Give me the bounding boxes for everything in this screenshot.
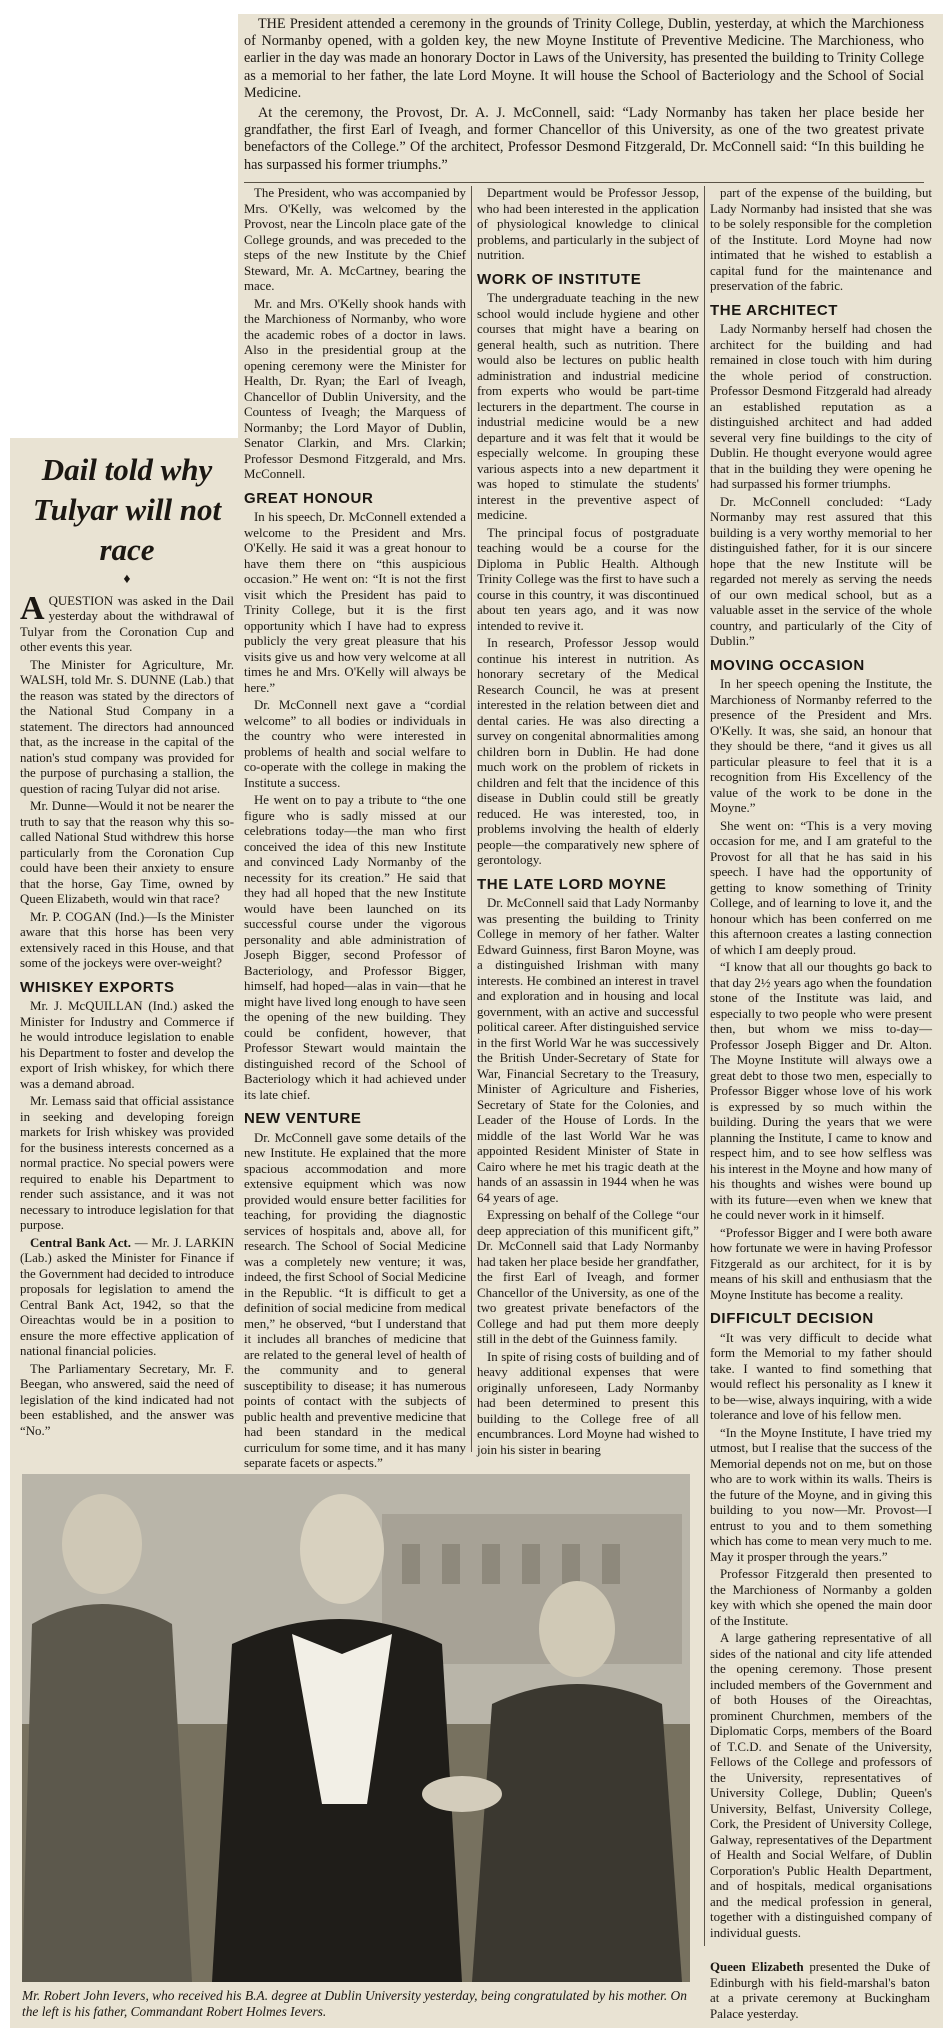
article-paragraph: Mr. J. McQUILLAN (Ind.) asked the Minister for Industry and Commerce if he would introduce legislation to enable his Department to foster and develop the export of Irish whiskey, for which there was a demand abroad. bbox=[20, 999, 234, 1091]
article-paragraph: The principal focus of postgraduate teaching would be a course for the Diploma in Public Health. Although Trinity College was the first to have such a course in this country, it was discontinued about ten years ago, and it was now intended to revive it. bbox=[477, 525, 699, 633]
article-paragraph: Dr. McConnell gave some details of the new Institute. He explained that the more spacious accommodation and more extensive equipment which was now provided would ensure better facilities for teaching, for providing the diagnostic services of hospitals and, above all, for research. The School of Social Medicine was a completely new venture; it was, indeed, the first School of Social Medicine in the Republic. “It is difficult to get a definition of social medicine from medical men,” he observed, “but I understand that it includes all branches of medicine that are related to the general level of health of the community and to general susceptibility to disease; it has numerous points of contact with the subjects of public health and preventive medicine that had been standard in the medical curriculum for some time, and it has many separate facets or aspects.” bbox=[244, 1130, 466, 1470]
subheading-new-venture: NEW VENTURE bbox=[244, 1110, 362, 1127]
article-paragraph: He went on to pay a tribute to “the one figure who is sadly missed at our celebrations today—the man who first conceived the idea of this new Institute and convinced Lady Normanby of the necessity for its creation.” He said that they had all hoped that the new Institute would have been launched on its successful course under the vigorous personality and able administration of Joseph Bigger, second Professor of Bacteriology, and Professor Bigger, himself, had hoped—alas in vain—that he might have lived long enough to have seen the opening of the new building. They could be confident, however, that Professor Stewart would maintain the distinguished record of the School of Bacteriology which it had achieved under its late chief. bbox=[244, 793, 466, 1102]
article-paragraph: In spite of rising costs of building and of heavy additional expenses that were originally unforeseen, Lady Normanby had been determined to present this building to the College free of all encumbrances. Lord Moyne had wished to join his sister in bearing bbox=[477, 1349, 699, 1457]
article-paragraph: Expressing on behalf of the College “our deep appreciation of this munificent gift,” Dr. McConnell said that Lady Normanby had taken her place beside her grandfather, the first Earl of Iveagh, and former Chancellor of the University, as one of the two greatest private benefactors of the College and had put them more deeply still in the debt of the Guinness family. bbox=[477, 1208, 699, 1346]
article-paragraph: Dr. McConnell next gave a “cordial welcome” to all bodies or individuals in the country who were interested in problems of health and social welfare to co-operate with the college in making the Institute a success. bbox=[244, 698, 466, 790]
article-paragraph: — Mr. J. LARKIN (Lab.) asked the Minister for Finance if the Government had decided to introduce proposals for legislation to amend the Central Bank Act, 1942, so that the Oireachtas would be in a position to ensure the more effective application of national financial policies. bbox=[20, 1235, 235, 1358]
photo-caption: Mr. Robert John Ievers, who received his B.A. degree at Dublin University yesterday, being congratulated by his mother. On the left is his father, Commandant Robert Holmes Ievers. bbox=[22, 1988, 687, 2019]
top-story-intro bbox=[244, 16, 924, 184]
article-paragraph: QUESTION was asked in the Dail yesterday about the withdrawal of Tulyar from the Coronation Cup and other events this year. bbox=[20, 593, 234, 654]
article-paragraph: Mr. and Mrs. O'Kelly shook hands with the Marchioness of Normanby, who wore the academic robes of a doctor in laws. Also in the presidential group at the opening ceremony were the Minister for Health, Dr. Ryan; the Earl of Iveagh, Chancellor of Dublin University, and the Countess of Iveagh; the Marquess of Normanby; the Lord Mayor of Dublin, Senator Clarkin, and Mrs. Clarkin; Professor Desmond Fitzgerald, and Mrs. McConnell. bbox=[244, 296, 466, 481]
article-paragraph: Dr. McConnell said that Lady Normanby was presenting the building to Trinity College in memory of her father. Walter Edward Guinness, first Baron Moyne, was a distinguished Irishman with many interests. He combined an interest in travel and exploration and in housing and local government, with an active and successful political career. After distinguished service in the first World War he was successively the British Under-Secretary of State for War, Financial Secretary to the Treasury, Minister of Agriculture and Fisheries, Secretary of State for the Colonies, and Leader of the House of Lords. In the middle of the last World War he was appointed Resident Minister of State in Cairo where he met his tragic death at the hands of an assassin in 1944 when he was 64 years of age. bbox=[477, 896, 699, 1205]
central-bank-lead: Central Bank Act. bbox=[30, 1235, 131, 1250]
article-column-2 bbox=[477, 186, 699, 1457]
article-column-3 bbox=[710, 186, 932, 1956]
column-rule bbox=[704, 186, 705, 1946]
queen-elizabeth-brief bbox=[710, 1960, 930, 2022]
article-paragraph: The President, who was accompanied by Mrs. O'Kelly, was welcomed by the Provost, near the Lincoln place gate of the College grounds, and was preceded to the steps of the new Institute by the Chief Steward, Mr. A. McCartney, bearing the mace. bbox=[244, 186, 466, 293]
subheading-difficult-decision: DIFFICULT DECISION bbox=[710, 1310, 874, 1327]
article-paragraph: The Parliamentary Secretary, Mr. F. Beegan, who answered, said the need of legislation of the kind indicated had not been established, and the answer was “No.” bbox=[20, 1361, 234, 1438]
article-paragraph: In her speech opening the Institute, the Marchioness of Normanby referred to the presence of the President and Mrs. O'Kelly. It was, she said, an honour that they should be there, “and it gives us all particular pleasure to feel that it is a recognition from His Excellency of the value of the work to be done in the Moyne.” bbox=[710, 677, 932, 815]
article-paragraph: The undergraduate teaching in the new school would include hygiene and other courses that might have a bearing on general health, such as nutrition. There would also be lectures on public health administration and industrial medicine from experts who would be part-time lecturers in the department. The course in industrial medicine would be a new departure and it was felt that it would be especially welcome. In grouping these various aspects into a new department it was hoped to stimulate the students' interest in the preventive aspect of medicine. bbox=[477, 291, 699, 522]
article-paragraph: part of the expense of the building, but Lady Normanby had insisted that she was to be solely responsible for the completion of the Institute. Lord Moyne had now intimated that he wished to establish a capital fund for the maintenance and preservation of the fabric. bbox=[710, 186, 932, 293]
article-paragraph: Mr. Lemass said that official assistance in seeking and developing foreign markets for Irish whiskey was provided for the business interests concerned as a normal practice. No special powers were required to enable his Department to render such assistance, and it was not necessary to introduce legislation for that purpose. bbox=[20, 1094, 234, 1232]
photograph-illustration bbox=[22, 1474, 690, 1982]
article-paragraph: Lady Normanby herself had chosen the architect for the building and had remained in close touch with him during the whole period of construction. Professor Desmond Fitzgerald had already an established reputation as a distinguished architect and had added several very fine buildings to the city of Dublin. He thought everyone would agree that in the building they were opening he had surpassed his former triumphs. bbox=[710, 322, 932, 491]
article-paragraph: Mr. Dunne—Would it not be nearer the truth to say that the reason why this so-called National Stud withdrew this horse particularly from the Coronation Cup could have been their anxiety to ensure that the horse, Gay Time, owned by Queen Elizabeth, would win that race? bbox=[20, 799, 234, 906]
article-paragraph: Department would be Professor Jessop, who had been interested in the application of physiological knowledge to clinical problems, and particularly in the subject of nutrition. bbox=[477, 186, 699, 262]
article-paragraph: Mr. P. COGAN (Ind.)—Is the Minister aware that this horse has been very extensively raced in this House, and that some of the jockeys were over-weight? bbox=[20, 909, 234, 970]
article-paragraph: Dr. McConnell concluded: “Lady Normanby may rest assured that this building is a very worthy memorial to her distinguished father, for it is our sincere hope that the new Institute will be regarded not merely as serving the needs of our own medical school, but as a valuable asset in the service of the whole country, and particularly of the City of Dublin.” bbox=[710, 494, 932, 648]
column-rule bbox=[244, 182, 924, 183]
lead-paragraph: THE President attended a ceremony in the grounds of Trinity College, Dublin, yesterday, at which the Marchioness of Normanby opened, with a golden key, the new Moyne Institute of Preventive Medicine. The Marchioness, who earlier in the day was made an honorary Doctor in Laws of the University, has presented the building to Trinity College as a memorial to her father, the late Lord Moyne. It will house the School of Bacteriology and the School of Social Medicine. bbox=[244, 16, 924, 101]
subheading-late-lord-moyne: THE LATE LORD MOYNE bbox=[477, 875, 667, 893]
subheading-moving-occasion: MOVING OCCASION bbox=[710, 656, 865, 674]
subheading-work-of-institute: WORK OF INSTITUTE bbox=[477, 270, 642, 288]
article-paragraph: In his speech, Dr. McConnell extended a welcome to the President and Mrs. O'Kelly. He said it was a great honour to have them there on “this auspicious occasion.” He went on: “It is not the first visit which the President has paid to Trinity College, but it is the first opportunity which I have had to express publicly the very great pleasure that his visits give us and how very welcome at all times he and Mrs. O'Kelly will always be here.” bbox=[244, 510, 466, 695]
article-paragraph: “Professor Bigger and I were both aware how fortunate we were in having Professor Fitzgerald as our architect, for it is by means of his skill and enthusiasm that the Moyne Institute has become a reality. bbox=[710, 1225, 932, 1302]
column-rule bbox=[471, 186, 472, 1452]
drop-cap: A bbox=[20, 589, 45, 627]
news-photograph bbox=[22, 1474, 690, 1982]
brief-lead: Queen Elizabeth bbox=[710, 1960, 804, 1974]
side-story-headline: Dail told why Tulyar will not race bbox=[32, 452, 222, 567]
subheading-great-honour: GREAT HONOUR bbox=[244, 489, 374, 507]
subheading-architect: THE ARCHITECT bbox=[710, 301, 839, 319]
article-column-1 bbox=[244, 186, 466, 1470]
article-paragraph: Professor Fitzgerald then presented to the Marchioness of Normanby a golden key with which she opened the main door of the Institute. bbox=[710, 1567, 932, 1628]
brief-text: presented the Duke of Edinburgh with his field-marshal's baton at a private ceremony at Buckingham Palace yesterday. bbox=[710, 1960, 930, 2021]
article-paragraph: She went on: “This is a very moving occasion for me, and I am grateful to the Provost for all that he has said in his speech. I have had the opportunity of getting to know something of Trinity College, and of learning to love it, and the honour which has been conferred on me this afternoon creates a lasting connection of which I am deeply proud. bbox=[710, 818, 932, 957]
article-paragraph: The Minister for Agriculture, Mr. WALSH, told Mr. S. DUNNE (Lab.) that the reason was stated by the directors of the National Stud Company in a statement. The directors had announced that, as the increase in the capital of the nation's stud company was provided for the purpose of purchasing a stallion, the question of racing Tulyar did not arise. bbox=[20, 657, 234, 796]
divider-ornament: ♦ bbox=[123, 572, 131, 587]
article-paragraph: “It was very difficult to decide what form the Memorial to my father should take. I wanted to find something that would reflect his personality as I knew it to be—wise, always inquiring, with a wide tolerance and love of his fellow men. bbox=[710, 1330, 932, 1422]
article-paragraph: “I know that all our thoughts go back to that day 2½ years ago when the foundation stone of the Institute was laid, and especially to two people who were present then, but whom we miss to-day—Professor Joseph Bigger and Dr. Alton. The Moyne Institute will always owe a great debt to those two men, especially to Professor Bigger whose love of his work is expressed by so much within the building. During the years that we were planning the Institute, I came to know and respect him, and to see how selfless was his interest in the Moyne and how many of his thoughts and wishes were bound up with its future—even when we knew that he could never work in it himself. bbox=[710, 960, 932, 1222]
second-paragraph: At the ceremony, the Provost, Dr. A. J. McConnell, said: “Lady Normanby has taken her place beside her grandfather, the first Earl of Iveagh, and former Chancellor of this University, as one of the two greatest private benefactors of the College.” Of the architect, Professor Desmond Fitzgerald, Dr. McConnell said: “In this building he has surpassed his former triumphs.” bbox=[244, 105, 924, 173]
article-paragraph: In research, Professor Jessop would continue his interest in nutrition. As honorary secretary of the Medical Research Council, he was at present interested in the relation between diet and dental caries. He was also directing a survey on congenital abnormalities among children born in Dublin. He had done much work on the problem of rickets in children and felt that the incidence of this disease in Dublin could still be greatly reduced. He was interested, too, in problems involving the health of elderly people—the comparatively new sphere of gerontology. bbox=[477, 636, 699, 867]
side-story bbox=[20, 450, 234, 1460]
subheading-whiskey-exports: WHISKEY EXPORTS bbox=[20, 978, 175, 996]
article-paragraph: A large gathering representative of all sides of the national and city life attended the opening ceremony. Those present included members of the Government and of both Houses of the Oireachtas, prominent Churchmen, members of the Diplomatic Corps, members of the Board of T.C.D. and Senate of the University, Fellows of the College and professors of the University, representatives of University College, Dublin; Queen's University, Belfast, University College, Cork, the President of University College, Galway, representatives of the Department of Health and Social Welfare, of Dublin Corporation's Public Health Department, and of hospitals, medical organisations and the medical profession in general, together with a distinguished company of individual guests. bbox=[710, 1631, 932, 1940]
article-paragraph: “In the Moyne Institute, I have tried my utmost, but I realise that the success of the Memorial depends not on me, but on those who are to work within its walls. Theirs is the future of the Moyne, and in giving this building to you now—Mr. Provost—I entrust to you and to them something which has come to mean very much to me. May it prosper through the years.” bbox=[710, 1425, 932, 1564]
